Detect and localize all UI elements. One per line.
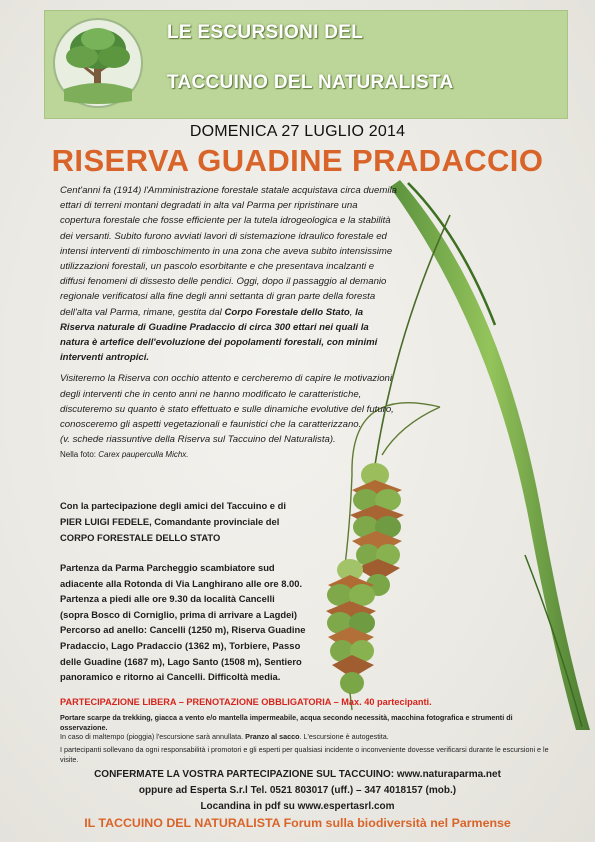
intro-p1-bold-cfs: Corpo Forestale dello Stato: [224, 306, 350, 318]
partners-line1: Con la partecipazione degli amici del Taccuino e di: [60, 500, 286, 511]
intro-p3-text: (v. schede riassuntive della Riserva sul Taccuino del Naturalista).: [60, 434, 336, 446]
event-title: RISERVA GUADINE PRADACCIO: [51, 143, 544, 178]
intro-p1-text: Cent'anni fa (1914) l'Amministrazione forestale statale acquistava circa duemila ettari di terreni montani degradati in alta val Parma per ripristinare una copertura forestale che fosse efficiente per la tutela idrogeologica e la stabilità dei versanti. Subito furono avviati lavori di sistemazione idraulico forestale ed intensi interventi di rimboschimento in una zona che aveva subito intensissime utilizzazioni forestali, un pascolo esorbitante e che presentava incalzanti e diffusi fenomeni di dissesto delle pendici. Oggi, dopo il passaggio al demanio regionale verificatosi alla fine degli anni settanta di gran parte della foresta dell'alta val Parma, rimane, gestita dal: [60, 185, 397, 318]
itinerary-block: [60, 560, 330, 685]
itinerary-line: Percorso ad anello: Cancelli (1250 m), Riserva Guadine: [60, 624, 306, 636]
footer-tagline: IL TACCUINO DEL NATURALISTA Forum sulla biodiversità nel Parmense: [84, 816, 511, 830]
itinerary-line: panoramico e ritorno ai Cancelli. Difficoltà media.: [60, 671, 281, 683]
weather-note-text: In caso di maltempo (pioggia) l'escursione sarà annullata.: [60, 732, 246, 741]
photo-caption: [60, 450, 189, 459]
booking-headline: [60, 697, 432, 707]
partners-line3: CORPO FORESTALE DELLO STATO: [60, 532, 221, 543]
banner-title-line1: LE ESCURSIONI DEL: [167, 22, 364, 43]
gear-note: Portare scarpe da trekking, giacca a vento e/o mantella impermeabile, acqua secondo necessità, macchina fotografica e strumenti di osservazione.: [60, 713, 513, 732]
header-banner: [44, 10, 568, 119]
pdf-line: Locandina in pdf su www.espertasrl.com: [200, 801, 395, 812]
intro-text: [60, 183, 400, 463]
intro-paragraph-2: [60, 371, 400, 462]
banner-title-line2: TACCUINO DEL NATURALISTA: [167, 72, 454, 93]
contact-line: oppure ad Esperta S.r.l Tel. 0521 803017 (uff.) – 347 4018157 (mob.): [138, 785, 457, 796]
intro-paragraph-1: [60, 183, 400, 365]
confirm-line: CONFERMATE LA VOSTRA PARTECIPAZIONE SUL TACCUINO: www.naturaparma.net: [94, 769, 501, 780]
itinerary-line: Partenza a piedi alle ore 9.30 da località Cancelli: [60, 593, 275, 605]
booking-headline-main: PARTECIPAZIONE LIBERA – PRENOTAZIONE OBBLIGATORIA: [60, 697, 332, 707]
intro-p1-bold-reserve: la Riserva naturale di Guadine Pradaccio di circa 300 ettari nei quali la natura è artefice dell'evoluzione dei popolamenti forestali, con minimi interventi antropici.: [60, 306, 378, 364]
booking-headline-max: – Max. 40 partecipanti.: [331, 697, 432, 707]
itinerary-line: (sopra Bosco di Corniglio, prima di arrivare a Lagdei): [60, 608, 298, 620]
itinerary-line: Pradaccio, Lago Pradaccio (1362 m), Torbiere, Passo: [60, 639, 301, 651]
weather-note: [60, 732, 560, 742]
itinerary-line: delle Guadine (1687 m), Lago Santo (1508 m), Sentiero: [60, 655, 302, 667]
partners-line2: PIER LUIGI FEDELE, Comandante provinciale del: [60, 516, 280, 527]
weather-note-lunch: Pranzo al sacco: [245, 732, 300, 741]
tree-logo-icon: [52, 17, 144, 109]
intro-p2-text: Visiteremo la Riserva con occhio attento e cercheremo di capire le motivazioni degli interventi che in cento anni ne hanno modificato le caratteristiche, discuteremo su quanto è stato effettuato e sulle dinamiche evolutive del futuro, conosceremo gli aspetti vegetazionali e faunistici che la caratterizzano.: [60, 373, 394, 431]
itinerary-line: adiacente alla Rotonda di Via Langhirano alle ore 8.00.: [60, 577, 303, 589]
photo-caption-prefix: Nella foto:: [60, 450, 99, 460]
photo-caption-species: Carex pauperculla Michx.: [98, 450, 189, 460]
intro-p1-comma: ,: [349, 306, 356, 318]
partners-block: [60, 498, 330, 546]
itinerary-line: Partenza da Parma Parcheggio scambiatore sud: [60, 562, 275, 573]
weather-note-selfguided: . L'escursione è autogestita.: [299, 732, 389, 741]
disclaimer-note: I partecipanti sollevano da ogni responsabilità i promotori e gli esperti per qualsiasi incidente o inconveniente dovesse verificarsi durante le escursioni e le visite.: [60, 745, 549, 764]
event-date: DOMENICA 27 LUGLIO 2014: [189, 123, 406, 140]
